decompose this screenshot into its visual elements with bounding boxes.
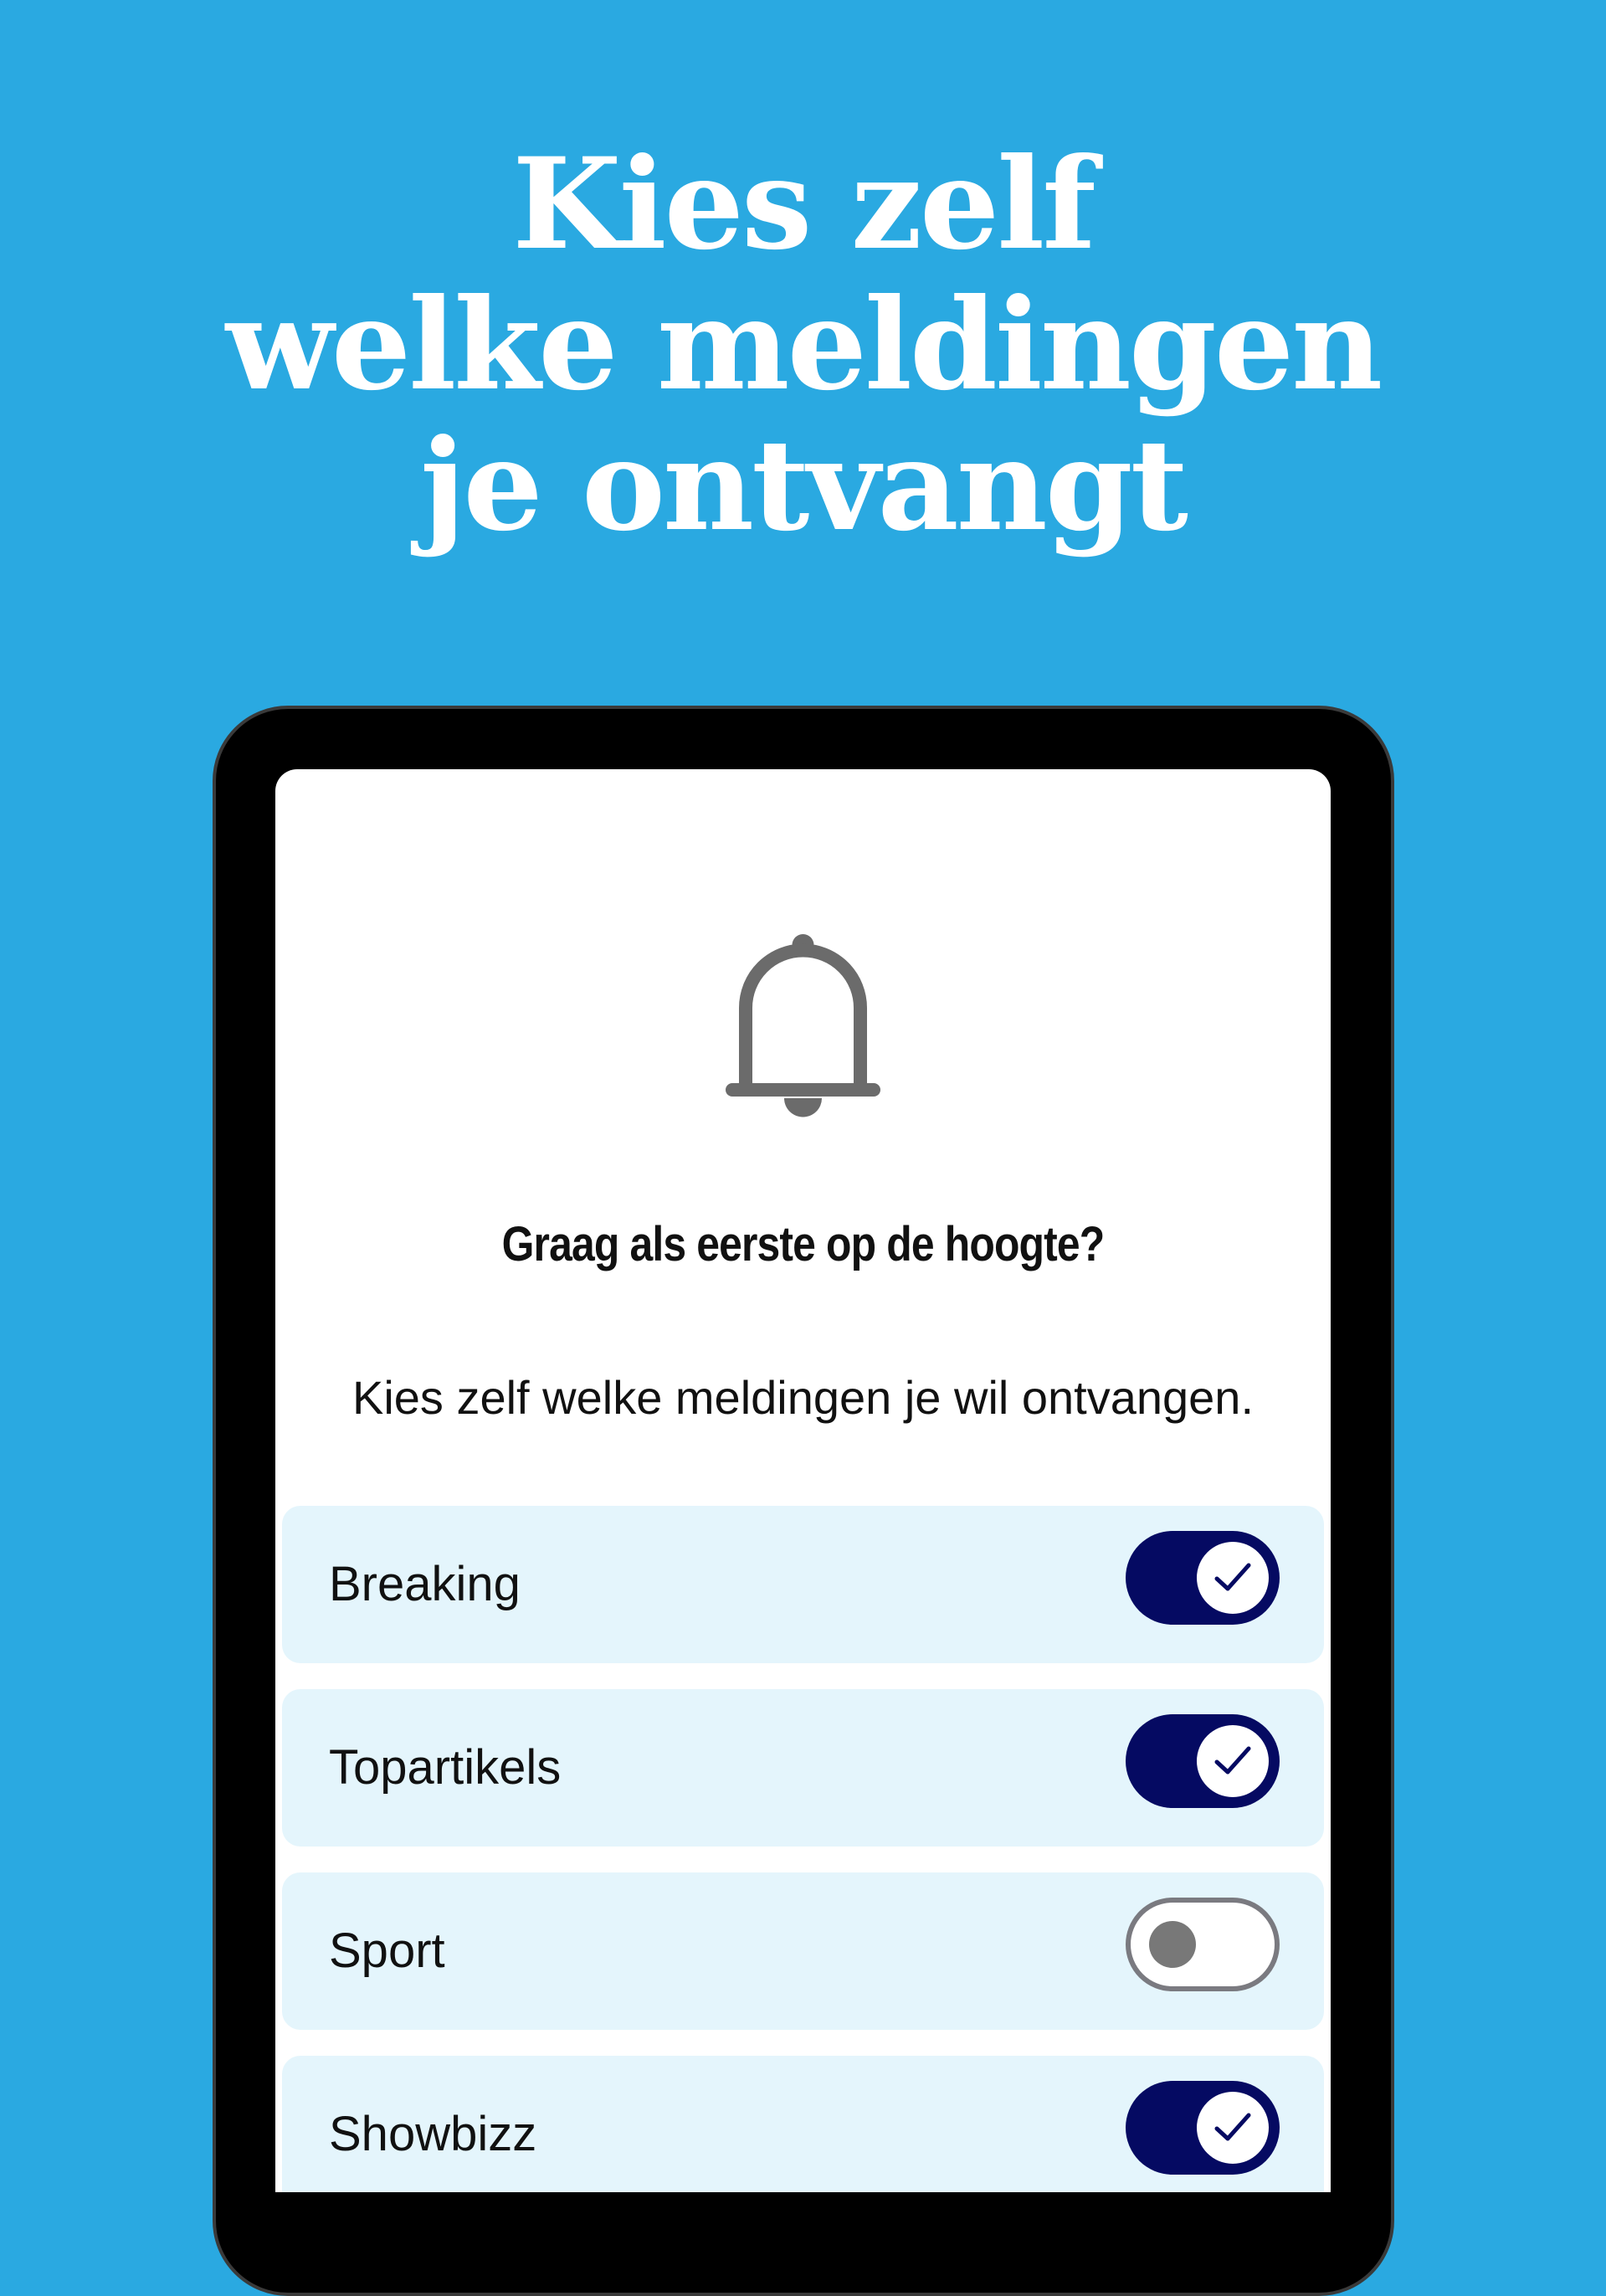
list-item-label: Breaking bbox=[329, 1557, 521, 1611]
toggle-breaking[interactable] bbox=[1126, 1531, 1280, 1625]
list-item-label: Showbizz bbox=[329, 2107, 537, 2161]
list-item-topartikels[interactable] bbox=[282, 1689, 1324, 1847]
headline-line-2: welke meldingen bbox=[225, 271, 1381, 419]
list-item-breaking[interactable] bbox=[282, 1506, 1324, 1663]
list-item-showbizz[interactable] bbox=[282, 2056, 1324, 2192]
screen-subtitle: Kies zelf welke meldingen je wil ontvangen. bbox=[351, 1371, 1255, 1424]
headline bbox=[0, 131, 1606, 559]
toggle-knob bbox=[1197, 1725, 1269, 1797]
checkmark-icon bbox=[1213, 2110, 1252, 2145]
toggle-knob bbox=[1197, 1542, 1269, 1614]
headline-line-1: Kies zelf bbox=[512, 131, 1094, 278]
toggle-topartikels[interactable] bbox=[1126, 1714, 1280, 1808]
toggle-knob bbox=[1197, 2092, 1269, 2164]
toggle-sport[interactable] bbox=[1126, 1898, 1280, 1991]
checkmark-icon bbox=[1213, 1560, 1252, 1595]
device-screen bbox=[275, 769, 1331, 2192]
checkmark-icon bbox=[1213, 1744, 1252, 1779]
headline-line-3: je ontvangt bbox=[420, 412, 1186, 559]
screen-title: Graag als eerste op de hoogte? bbox=[501, 1217, 1105, 1271]
toggle-knob bbox=[1149, 1921, 1196, 1968]
list-item-label: Sport bbox=[329, 1924, 445, 1978]
list-item-sport[interactable] bbox=[282, 1872, 1324, 2030]
toggle-showbizz[interactable] bbox=[1126, 2081, 1280, 2175]
list-item-label: Topartikels bbox=[329, 1740, 562, 1795]
bell-icon bbox=[726, 931, 880, 1123]
